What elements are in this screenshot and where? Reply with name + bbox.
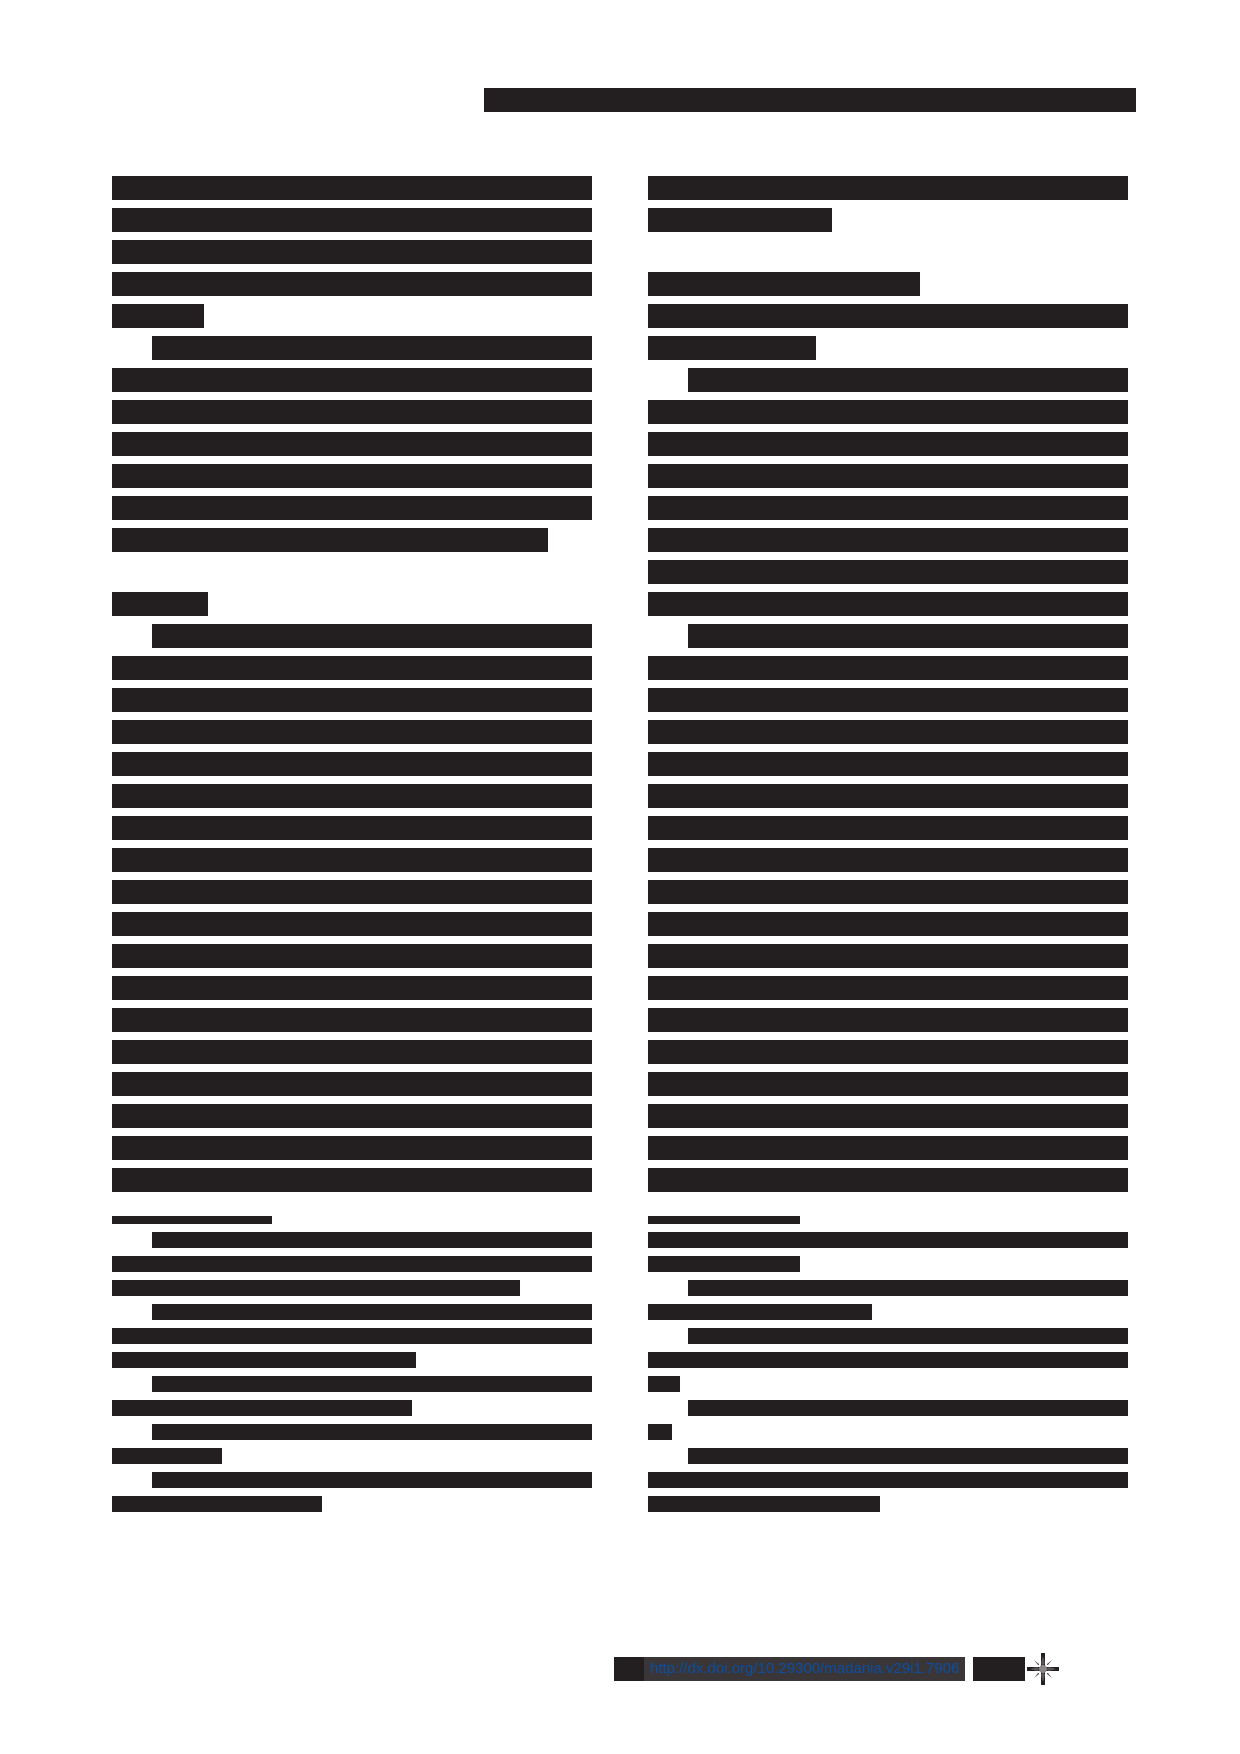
footnote-line — [648, 1256, 800, 1272]
text-line — [648, 784, 1128, 808]
footnote-line — [688, 1328, 1128, 1344]
text-line — [648, 464, 1128, 488]
text-line — [112, 912, 592, 936]
footnote-line — [648, 1496, 880, 1512]
text-line — [112, 752, 592, 776]
star-burst-icon — [1027, 1653, 1059, 1685]
footnotes — [112, 1232, 592, 1512]
footnotes — [648, 1232, 1128, 1512]
text-line — [648, 1008, 1128, 1032]
text-line — [112, 240, 592, 264]
journal-label — [973, 1657, 1025, 1681]
footnote-line — [648, 1304, 872, 1320]
text-line — [152, 336, 592, 360]
footnote-line — [152, 1424, 592, 1440]
section-heading-method — [112, 592, 208, 616]
footnote-line — [648, 1352, 1128, 1368]
text-line — [648, 720, 1128, 744]
doi-link[interactable]: http://dx.doi.org/10.29300/madania.v29i1.7906 — [644, 1657, 965, 1681]
footnote-line — [152, 1232, 592, 1248]
text-line — [648, 816, 1128, 840]
text-line — [112, 208, 592, 232]
text-line — [112, 1104, 592, 1128]
text-line — [648, 176, 1128, 200]
text-line — [688, 368, 1128, 392]
footnote-line — [648, 1376, 680, 1392]
footnote-line — [152, 1472, 592, 1488]
text-line — [648, 432, 1128, 456]
text-line — [648, 848, 1128, 872]
footnote-line — [648, 1472, 1128, 1488]
text-line — [112, 304, 204, 328]
footnote-line — [112, 1256, 592, 1272]
text-line — [112, 176, 592, 200]
subheading-line — [648, 304, 1128, 328]
text-line — [688, 624, 1128, 648]
footnote-line — [648, 1232, 1128, 1248]
text-line — [112, 784, 592, 808]
intro-paragraph — [112, 176, 592, 328]
footnote-line — [112, 1400, 412, 1416]
footnote-line — [688, 1448, 1128, 1464]
footnote-line — [112, 1352, 416, 1368]
paragraph-2 — [648, 624, 1128, 1192]
running-header — [484, 88, 1136, 112]
text-line — [648, 1072, 1128, 1096]
footnote-line — [112, 1496, 322, 1512]
text-line — [648, 976, 1128, 1000]
footnote-line — [152, 1304, 592, 1320]
text-line — [112, 1040, 592, 1064]
text-line — [112, 1072, 592, 1096]
text-line — [648, 560, 1128, 584]
text-line — [112, 1168, 592, 1192]
text-line — [648, 592, 1128, 616]
text-line — [648, 1136, 1128, 1160]
footnote-separator — [112, 1216, 272, 1224]
paragraph-1 — [648, 368, 1128, 616]
text-line — [648, 752, 1128, 776]
text-line — [112, 528, 548, 552]
footnote-line — [688, 1280, 1128, 1296]
text-line — [648, 912, 1128, 936]
subheading — [648, 304, 1128, 360]
paragraph-2 — [112, 336, 592, 552]
text-line — [112, 368, 592, 392]
footnote-line — [112, 1328, 592, 1344]
method-paragraph — [112, 624, 592, 1192]
text-line — [648, 1040, 1128, 1064]
text-line — [648, 1168, 1128, 1192]
subheading-line — [648, 336, 816, 360]
text-line — [112, 464, 592, 488]
footnote-line — [112, 1280, 520, 1296]
text-line — [112, 848, 592, 872]
text-line — [648, 944, 1128, 968]
text-line — [112, 400, 592, 424]
text-line — [112, 688, 592, 712]
text-line — [648, 208, 832, 232]
text-line — [648, 656, 1128, 680]
footnote-separator — [648, 1216, 800, 1224]
text-line — [112, 1008, 592, 1032]
running-title — [484, 91, 649, 108]
left-column — [112, 176, 592, 1520]
page-footer — [614, 1656, 1059, 1682]
text-line — [152, 624, 592, 648]
text-line — [112, 432, 592, 456]
text-line — [648, 400, 1128, 424]
text-line — [112, 944, 592, 968]
section-heading-results — [648, 272, 920, 296]
text-line — [648, 880, 1128, 904]
text-line — [648, 496, 1128, 520]
text-line — [112, 880, 592, 904]
right-column — [648, 176, 1128, 1520]
footnote-line — [112, 1448, 222, 1464]
text-line — [648, 1104, 1128, 1128]
page-number — [614, 1657, 644, 1681]
footnote-line — [688, 1400, 1128, 1416]
text-line — [648, 528, 1128, 552]
text-line — [112, 496, 592, 520]
text-line — [648, 688, 1128, 712]
text-line — [112, 720, 592, 744]
footnote-line — [152, 1376, 592, 1392]
text-line — [112, 656, 592, 680]
text-line — [112, 976, 592, 1000]
text-line — [112, 816, 592, 840]
footnote-line — [648, 1424, 672, 1440]
text-line — [112, 272, 592, 296]
text-line — [112, 1136, 592, 1160]
